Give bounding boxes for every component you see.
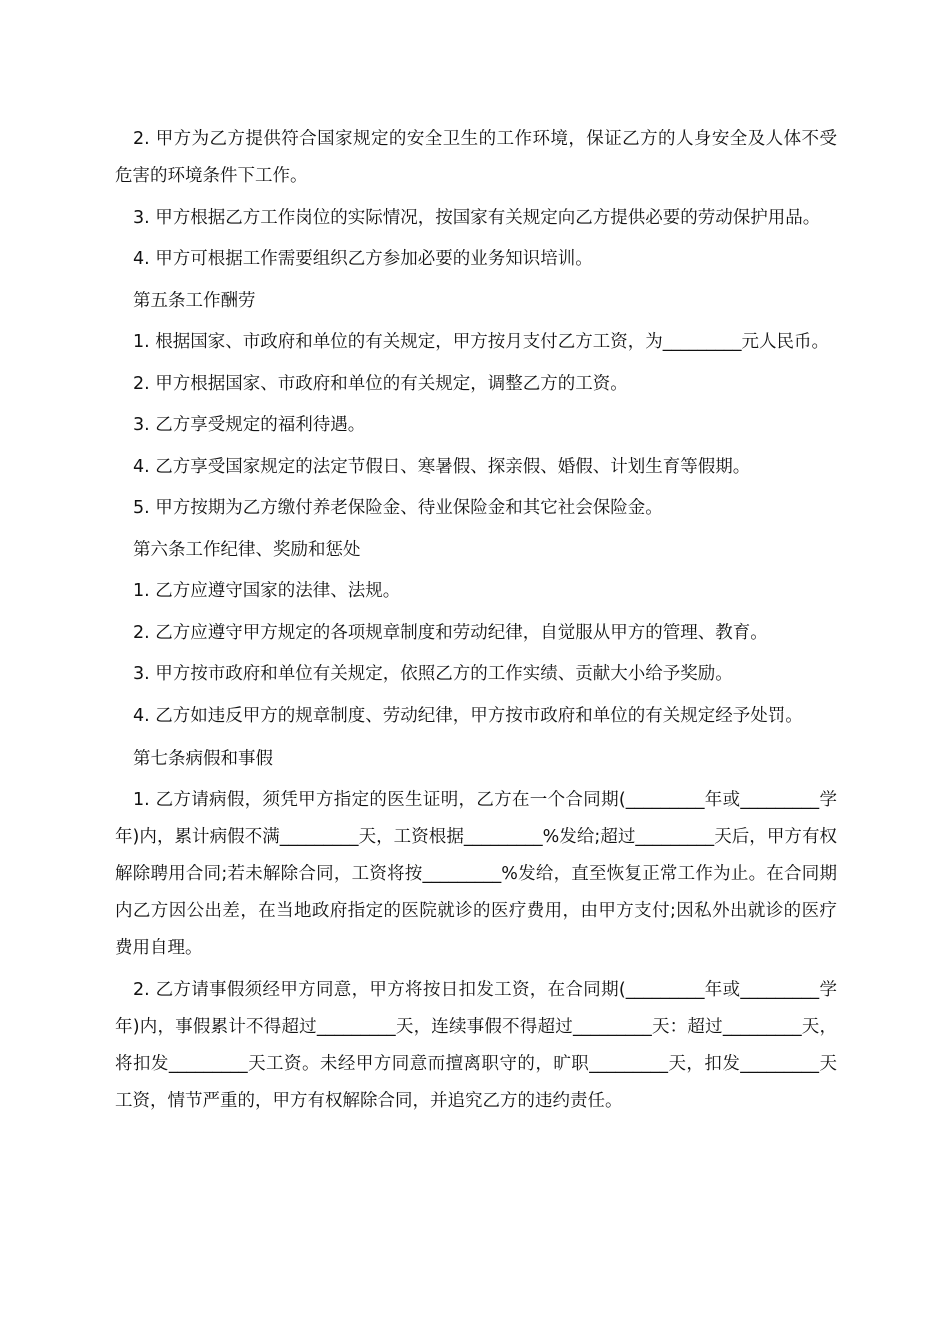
- clause-4-item-4: 4. 甲方可根据工作需要组织乙方参加必要的业务知识培训。: [133, 249, 593, 269]
- contract-body: [115, 121, 837, 1124]
- clause-7-heading: 第七条病假和事假: [133, 748, 273, 769]
- clause-5-item-5: 5. 甲方按期为乙方缴付养老保险金、待业保险金和其它社会保险金。: [133, 498, 663, 518]
- clause-5-item-2: 2. 甲方根据国家、市政府和单位的有关规定，调整乙方的工资。: [133, 373, 628, 394]
- clause-7-item-2: 2. 乙方请事假须经甲方同意，甲方将按日扣发工资，在合同期(_________年或_________学年)内，事假累计不得超过_________天，连续事假不得超过_________天：超过_________天，将扣发_________天工资。未经甲方同意而擅离职守的，旷职_________天，扣发_________天工资，情节严重的，甲方有权解除合同，并追究乙方的违约责任。: [115, 979, 837, 1111]
- clause-6-item-3: 3. 甲方按市政府和单位有关规定，依照乙方的工作实绩、贡献大小给予奖励。: [133, 664, 733, 684]
- clause-5-item-1: 1. 根据国家、市政府和单位的有关规定，甲方按月支付乙方工资，为_________元人民币。: [133, 332, 830, 352]
- clause-5-item-3: 3. 乙方享受规定的福利待遇。: [133, 415, 366, 435]
- clause-6-heading: 第六条工作纪律、奖励和惩处: [133, 539, 361, 560]
- clause-5-heading: 第五条工作酬劳: [133, 290, 256, 311]
- clause-6-item-4: 4. 乙方如违反甲方的规章制度、劳动纪律，甲方按市政府和单位的有关规定经予处罚。: [133, 705, 803, 726]
- clause-7-item-1: 1. 乙方请病假，须凭甲方指定的医生证明，乙方在一个合同期(_________年或_________学年)内，累计病假不满_________天，工资根据_________%发给;超过_________天后，甲方有权解除聘用合同;若未解除合同，工资将按_________%发给，直至恢复正常工作为止。在合同期内乙方因公出差，在当地政府指定的医院就诊的医疗费用，由甲方支付;因私外出就诊的医疗费用自理。: [115, 790, 837, 958]
- clause-4-item-2: 2. 甲方为乙方提供符合国家规定的安全卫生的工作环境，保证乙方的人身安全及人体不受危害的环境条件下工作。: [115, 129, 837, 186]
- clause-4-item-3: 3. 甲方根据乙方工作岗位的实际情况，按国家有关规定向乙方提供必要的劳动保护用品。: [133, 207, 821, 228]
- clause-6-item-2: 2. 乙方应遵守甲方规定的各项规章制度和劳动纪律，自觉服从甲方的管理、教育。: [133, 622, 768, 643]
- clause-5-item-4: 4. 乙方享受国家规定的法定节假日、寒暑假、探亲假、婚假、计划生育等假期。: [133, 456, 751, 477]
- clause-6-item-1: 1. 乙方应遵守国家的法律、法规。: [133, 581, 401, 601]
